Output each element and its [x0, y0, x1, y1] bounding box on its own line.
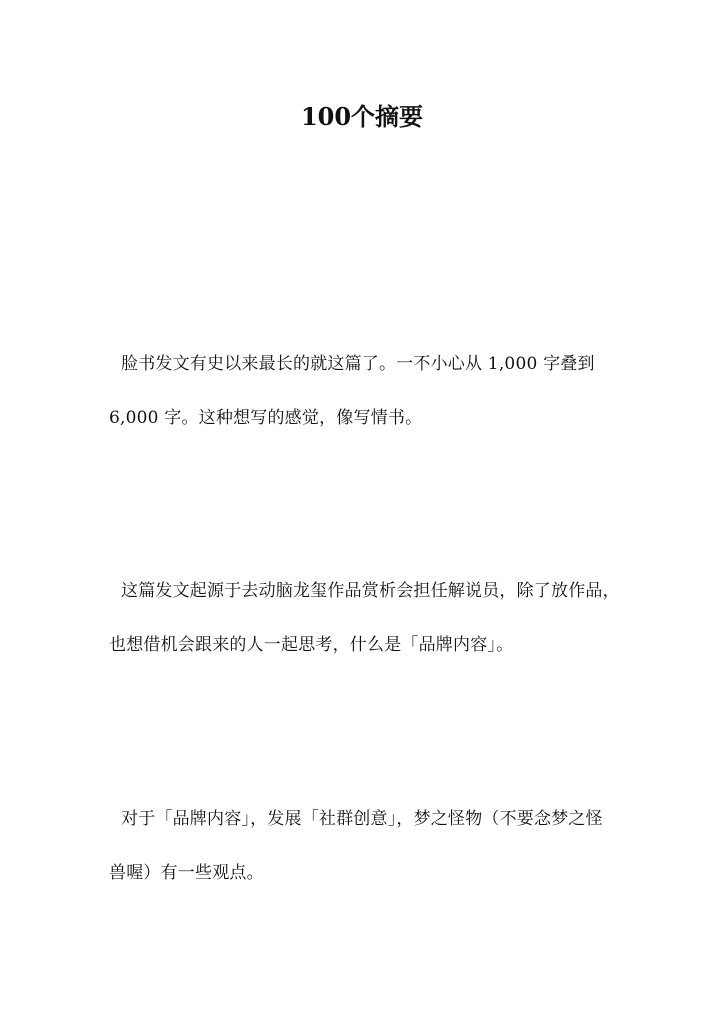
- document-title: 100个摘要: [300, 102, 424, 131]
- paragraph-2-line-1: 这篇发文起源于去动脑龙玺作品赏析会担任解说员，除了放作品，: [121, 581, 620, 601]
- paragraph-3-line-1: 对于「品牌内容」，发展「社群创意」，梦之怪物（不要念梦之怪: [121, 809, 603, 829]
- paragraph-3-line-2: 兽喔）有一些观点。: [109, 863, 264, 883]
- paragraph-1-line-2: 6,000 字。这种想写的感觉，像写情书。: [109, 408, 423, 428]
- paragraph-2-line-2: 也想借机会跟来的人一起思考，什么是「品牌内容」。: [109, 635, 514, 655]
- paragraph-1-line-1: 脸书发文有史以来最长的就这篇了。一不小心从 1,000 字叠到: [121, 354, 595, 374]
